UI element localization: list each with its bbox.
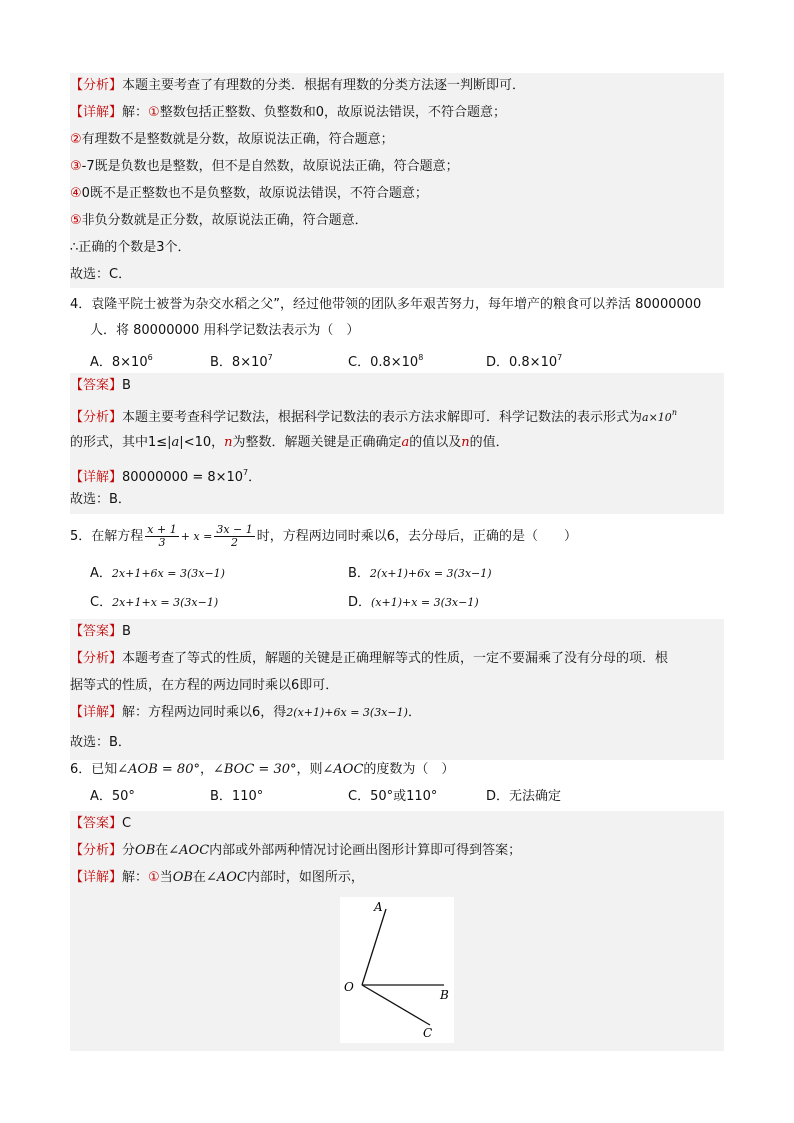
ray-oa bbox=[362, 909, 386, 985]
detail-exp: 7 bbox=[243, 468, 249, 477]
q3-item-4 bbox=[70, 181, 724, 207]
stem-text: 的度数为（ ） bbox=[363, 762, 455, 777]
ray-ob: OB bbox=[172, 870, 193, 885]
q4-option-c bbox=[348, 347, 423, 374]
option-exponent: 8 bbox=[418, 353, 424, 362]
option-label: A．8×10 bbox=[90, 355, 148, 370]
detail-expr: 2(x+1)+6x = 3(3x−1) bbox=[286, 706, 408, 719]
stem-text: 时，方程两边同时乘以6，去分母后，正确的是（ ） bbox=[256, 529, 578, 544]
analysis-text: 内部或外部两种情况讨论画出图形计算即可得到答案； bbox=[209, 843, 522, 858]
option-label: D． bbox=[348, 595, 372, 610]
q6-detail bbox=[70, 865, 724, 891]
option-exponent: 7 bbox=[267, 353, 273, 362]
abs-a: |a| bbox=[167, 435, 184, 450]
detail-tag: 【详解】 bbox=[70, 470, 123, 485]
q5-option-c bbox=[90, 592, 218, 614]
analysis-text: 本题主要考查科学记数法，根据科学记数法的表示方法求解即可．科学记数法的表示形式为 bbox=[122, 410, 643, 425]
label-a: A bbox=[374, 900, 383, 914]
option-label: D．0.8×10 bbox=[486, 355, 558, 370]
detail-text: 解： bbox=[122, 870, 149, 885]
item-mark: ⑤ bbox=[70, 213, 82, 228]
q3-item-5 bbox=[70, 208, 724, 234]
q3-item-2 bbox=[70, 127, 724, 153]
ray-oc bbox=[362, 985, 430, 1025]
q3-analysis bbox=[70, 73, 724, 99]
item-mark: ① bbox=[148, 870, 160, 885]
stem-expr: + x = bbox=[180, 530, 213, 543]
q5-answer bbox=[70, 619, 724, 645]
detail-text: 内部时，如图所示， bbox=[246, 870, 364, 885]
detail-end: ． bbox=[248, 470, 262, 485]
item-text: 有理数不是整数就是分数，故原说法正确，符合题意； bbox=[81, 132, 394, 147]
q4-stem-line1: 4．袁隆平院士被誉为杂交水稻之父”，经过他带领的团队多年艰苦努力，每年增产的粮食可以养活 80000000 bbox=[70, 297, 702, 312]
denominator: 2 bbox=[231, 536, 239, 549]
stem-text: 5．在解方程 bbox=[70, 529, 144, 544]
q5-analysis-line1 bbox=[70, 646, 724, 672]
q4-answer bbox=[70, 373, 724, 399]
q3-choice: 故选：C． bbox=[70, 267, 132, 282]
option-label: B．8×10 bbox=[210, 355, 268, 370]
q5-stem bbox=[70, 519, 724, 555]
answer-tag: 【答案】 bbox=[70, 816, 123, 831]
item-mark: ① bbox=[148, 105, 160, 120]
detail-text: 解：方程两边同时乘以6，得 bbox=[122, 705, 287, 720]
option-exponent: 7 bbox=[557, 353, 563, 362]
detail-text: 在 bbox=[192, 870, 206, 885]
option-expr: 2x+1+x = 3(3x−1) bbox=[112, 596, 219, 609]
q6-option-b: B．110° bbox=[210, 789, 264, 804]
answer-tag: 【答案】 bbox=[70, 378, 123, 393]
q5-option-d bbox=[348, 592, 479, 614]
angle-aob: ∠AOB = 80° bbox=[117, 762, 200, 777]
q4-option-b bbox=[210, 347, 273, 374]
sci-form-exp: n bbox=[671, 408, 677, 417]
var-n: n bbox=[224, 435, 233, 450]
option-label: B． bbox=[348, 566, 370, 581]
numerator: 3x − 1 bbox=[216, 523, 253, 536]
angle-figure bbox=[340, 897, 454, 1043]
denominator: 3 bbox=[158, 536, 166, 549]
label-c: C bbox=[423, 1026, 433, 1040]
q4-option-d bbox=[486, 347, 562, 374]
analysis-text: <10， bbox=[183, 435, 225, 450]
ray-ob: OB bbox=[135, 843, 156, 858]
var-a: a bbox=[401, 435, 410, 450]
item-mark: ② bbox=[70, 132, 82, 147]
analysis-tag: 【分析】 bbox=[70, 410, 123, 425]
analysis-tag: 【分析】 bbox=[70, 651, 123, 666]
q6-option-a: A．50° bbox=[90, 789, 135, 804]
q6-option-c: C．50°或110° bbox=[348, 789, 438, 804]
stem-text: 6．已知 bbox=[70, 762, 118, 777]
detail-tag: 【详解】 bbox=[70, 705, 123, 720]
detail-tag: 【详解】 bbox=[70, 870, 123, 885]
answer-value: B bbox=[122, 378, 131, 393]
q4-choice: 故选：B． bbox=[70, 492, 131, 507]
item-text: 整数包括正整数、负整数和0，故原说法错误，不符合题意； bbox=[159, 105, 506, 120]
detail-end: ． bbox=[407, 705, 421, 720]
analysis-text: 的形式，其中1≤ bbox=[70, 435, 168, 450]
q5-detail bbox=[70, 700, 724, 726]
item-mark: ④ bbox=[70, 186, 82, 201]
analysis-text: 为整数．解题关键是正确确定 bbox=[232, 435, 402, 450]
sci-form: a×10 bbox=[642, 411, 672, 424]
analysis-text: 本题主要考查了有理数的分类．根据有理数的分类方法逐一判断即可． bbox=[122, 78, 526, 93]
detail-lead: 解： bbox=[122, 105, 149, 120]
stem-text: ，则 bbox=[296, 762, 323, 777]
label-o: O bbox=[344, 980, 354, 994]
analysis-text: 分 bbox=[122, 843, 136, 858]
stem-text: ， bbox=[199, 762, 213, 777]
option-expr: (x+1)+x = 3(3x−1) bbox=[371, 596, 479, 609]
answer-value: C bbox=[122, 816, 132, 831]
q4-option-a bbox=[90, 347, 153, 374]
option-label: A． bbox=[90, 566, 112, 581]
option-label: C． bbox=[90, 595, 113, 610]
q4-analysis-line1 bbox=[70, 400, 724, 431]
q4-stem-line2: 人．将 80000000 用科学记数法表示为（ ） bbox=[90, 323, 360, 338]
angle-boc: ∠BOC = 30° bbox=[213, 762, 297, 777]
detail-tag: 【详解】 bbox=[70, 105, 123, 120]
fraction-1 bbox=[145, 524, 178, 549]
item-text: 0既不是正整数也不是负整数，故原说法错误，不符合题意； bbox=[81, 186, 428, 201]
angle-aoc: ∠AOC bbox=[168, 843, 210, 858]
option-label: C．0.8×10 bbox=[348, 355, 419, 370]
q3-conclusion: ∴正确的个数是3个． bbox=[70, 240, 191, 255]
option-exponent: 6 bbox=[147, 353, 153, 362]
q6-stem bbox=[70, 757, 724, 783]
answer-value: B bbox=[122, 624, 131, 639]
analysis-text: 的值． bbox=[469, 435, 509, 450]
q5-option-a bbox=[90, 563, 225, 585]
analysis-text: 本题考查了等式的性质，解题的关键是正确理解等式的性质，一定不要漏乘了没有分母的项．根 bbox=[122, 651, 669, 666]
label-b: B bbox=[440, 988, 449, 1002]
item-text: -7既是负数也是整数，但不是自然数，故原说法正确，符合题意； bbox=[81, 159, 459, 174]
q5-choice: 故选：B． bbox=[70, 735, 131, 750]
q6-option-d: D．无法确定 bbox=[486, 789, 562, 804]
numerator: x + 1 bbox=[147, 523, 177, 536]
detail-text: 当 bbox=[159, 870, 173, 885]
angle-aoc: ∠AOC bbox=[322, 762, 364, 777]
option-expr: 2x+1+6x = 3(3x−1) bbox=[111, 567, 225, 580]
var-n: n bbox=[461, 435, 470, 450]
item-text: 非负分数就是正分数，故原说法正确，符合题意． bbox=[81, 213, 368, 228]
analysis-tag: 【分析】 bbox=[70, 843, 123, 858]
analysis-text: 在 bbox=[155, 843, 169, 858]
q6-analysis bbox=[70, 838, 724, 864]
q5-option-b bbox=[348, 563, 492, 585]
analysis-text: 的值以及 bbox=[409, 435, 462, 450]
q4-analysis-line2 bbox=[70, 430, 724, 456]
angle-diagram bbox=[340, 897, 454, 1043]
q5-analysis-line2: 据等式的性质，在方程的两边同时乘以6即可． bbox=[70, 678, 339, 693]
fraction-2 bbox=[214, 524, 254, 549]
detail-expr: 80000000 = 8×10 bbox=[122, 470, 244, 485]
q6-answer bbox=[70, 811, 724, 837]
item-mark: ③ bbox=[70, 159, 82, 174]
option-expr: 2(x+1)+6x = 3(3x−1) bbox=[369, 567, 492, 580]
q3-detail bbox=[70, 100, 724, 126]
analysis-tag: 【分析】 bbox=[70, 78, 123, 93]
answer-tag: 【答案】 bbox=[70, 624, 123, 639]
angle-aoc: ∠AOC bbox=[205, 870, 247, 885]
q3-item-3 bbox=[70, 154, 724, 180]
